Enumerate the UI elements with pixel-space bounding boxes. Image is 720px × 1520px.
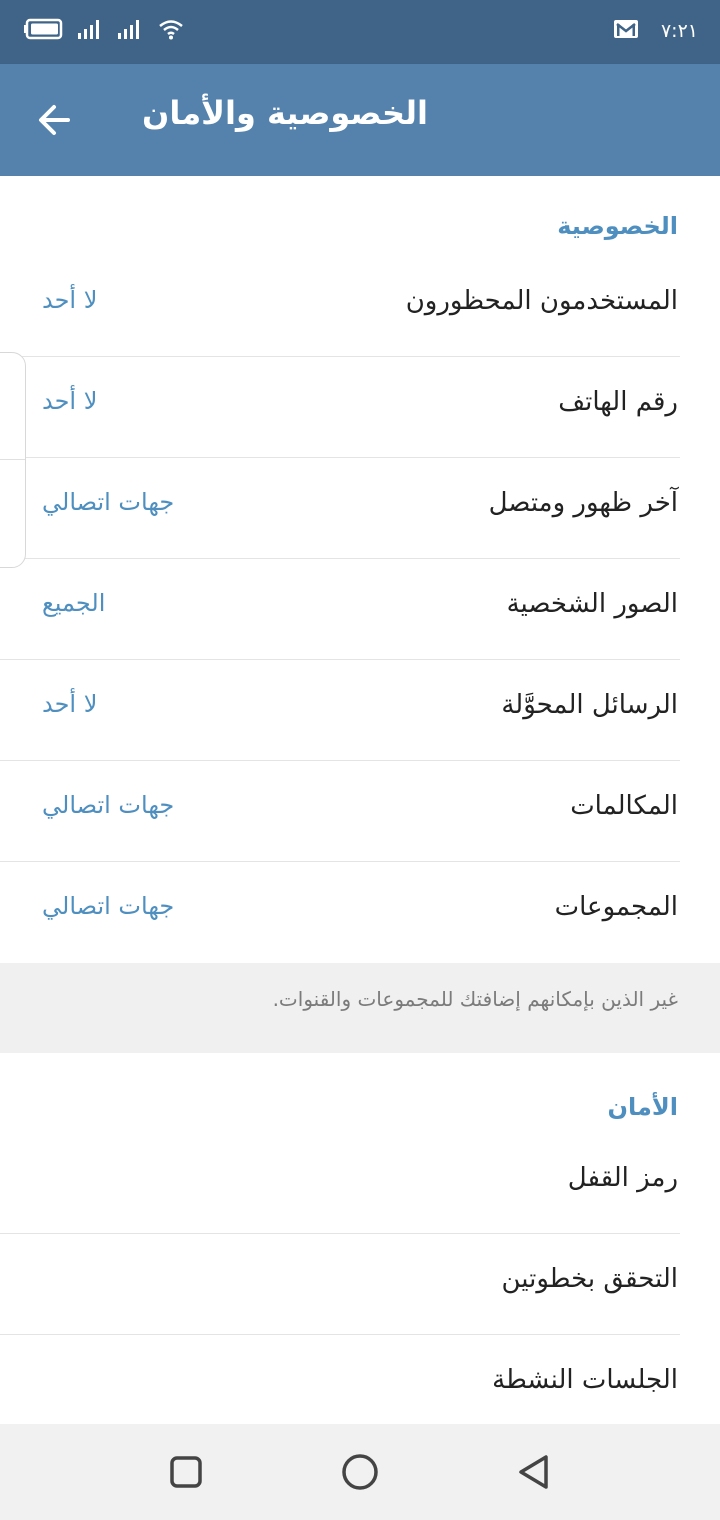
- row-value: لا أحد: [42, 286, 98, 314]
- row-label: المجموعات: [554, 892, 678, 922]
- privacy-note-band: [0, 963, 720, 1053]
- battery-icon: [24, 18, 64, 44]
- security-row-active-sessions[interactable]: [0, 1335, 720, 1436]
- row-label: رمز القفل: [567, 1163, 678, 1193]
- row-label: المستخدمون المحظورون: [405, 286, 678, 316]
- row-label: التحقق بخطوتين: [501, 1264, 678, 1294]
- status-right-icons: [613, 18, 698, 44]
- system-nav-bar: [0, 1424, 720, 1520]
- row-label: المكالمات: [570, 791, 678, 821]
- security-section: [0, 1053, 720, 1424]
- page-title: الخصوصية والأمان: [142, 94, 428, 132]
- row-label: آخر ظهور ومتصل: [488, 488, 678, 518]
- privacy-row-groups[interactable]: [0, 862, 720, 963]
- privacy-section-title: الخصوصية: [557, 212, 678, 240]
- privacy-row-profile-photos[interactable]: [0, 559, 720, 660]
- home-circle-icon[interactable]: [340, 1452, 380, 1492]
- row-value: لا أحد: [42, 387, 98, 415]
- recents-square-icon[interactable]: [166, 1452, 206, 1492]
- status-bar: [0, 0, 720, 64]
- divider: [0, 459, 25, 460]
- security-row-two-step-verification[interactable]: [0, 1234, 720, 1335]
- row-value: لا أحد: [42, 690, 98, 718]
- signal-icon: [78, 18, 104, 44]
- row-label: رقم الهاتف: [558, 387, 678, 417]
- security-section-title: الأمان: [607, 1093, 678, 1121]
- row-label: الصور الشخصية: [506, 589, 678, 619]
- wifi-icon: [158, 18, 184, 44]
- row-label: الرسائل المحوَّلة: [501, 690, 678, 720]
- privacy-row-last-seen[interactable]: [0, 458, 720, 559]
- row-value: جهات اتصالي: [42, 488, 175, 516]
- privacy-row-calls[interactable]: [0, 761, 720, 862]
- privacy-note: غير الذين بإمكانهم إضافتك للمجموعات والقنوات.: [272, 987, 678, 1011]
- row-value: الجميع: [42, 589, 106, 617]
- back-arrow-icon[interactable]: [34, 100, 74, 140]
- row-label: الجلسات النشطة: [492, 1365, 678, 1395]
- row-value: جهات اتصالي: [42, 791, 175, 819]
- privacy-row-phone-number[interactable]: [0, 357, 720, 458]
- privacy-row-blocked-users[interactable]: [0, 256, 720, 357]
- signal-icon: [118, 18, 144, 44]
- privacy-row-forwarded-messages[interactable]: [0, 660, 720, 761]
- gmail-icon: [613, 18, 639, 44]
- back-triangle-icon[interactable]: [514, 1452, 554, 1492]
- status-time: ٧:٢١: [660, 20, 698, 42]
- app-bar: [0, 64, 720, 176]
- status-left-icons: [24, 18, 184, 44]
- security-row-passcode-lock[interactable]: [0, 1133, 720, 1234]
- edge-panel-handle[interactable]: [0, 352, 26, 568]
- privacy-section: [0, 176, 720, 963]
- row-value: جهات اتصالي: [42, 892, 175, 920]
